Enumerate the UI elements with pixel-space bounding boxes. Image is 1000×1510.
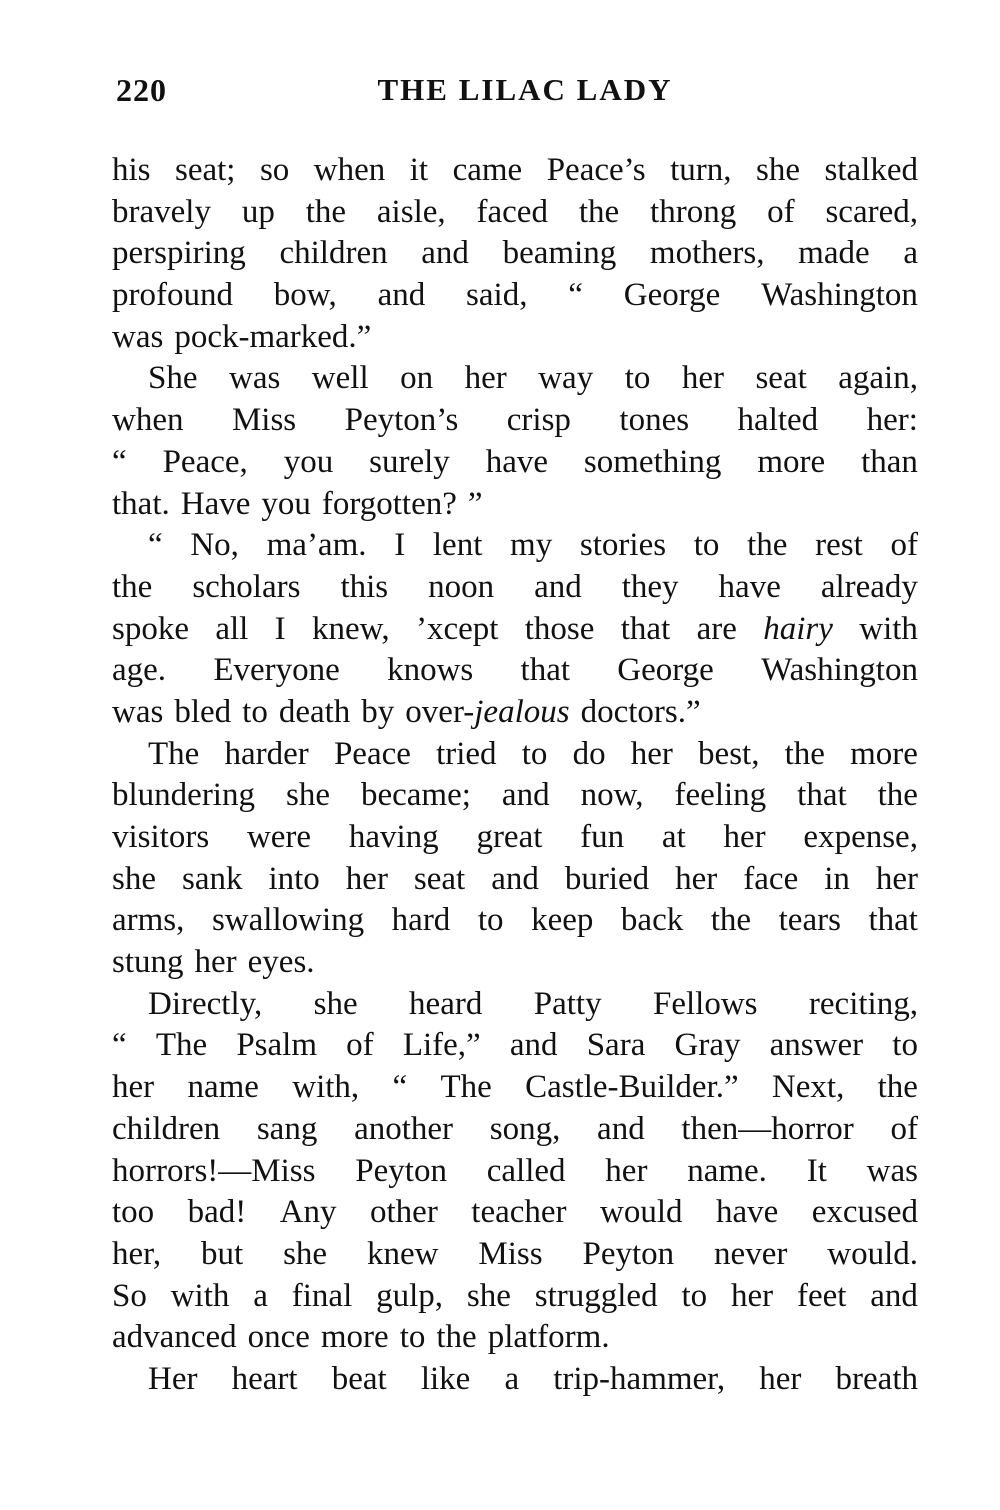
- word: heart: [231, 1360, 298, 1397]
- word: seat;: [175, 152, 236, 188]
- word: in: [824, 860, 850, 897]
- word: and: [534, 568, 582, 605]
- word: beat: [331, 1360, 387, 1397]
- word: gulp,: [376, 1277, 444, 1314]
- word: the: [112, 568, 153, 605]
- word: a: [903, 235, 918, 272]
- text-line: [112, 567, 918, 609]
- word: Any: [279, 1194, 337, 1231]
- word: over-jealous: [405, 693, 570, 730]
- word: halted: [737, 402, 819, 439]
- word: expense,: [803, 819, 918, 855]
- text-line: [112, 692, 918, 734]
- text-line: [112, 1067, 918, 1109]
- word: I: [274, 610, 286, 647]
- word: It: [806, 1152, 827, 1189]
- running-header: [110, 72, 920, 116]
- word: my: [510, 527, 553, 564]
- word: a: [253, 1277, 268, 1314]
- word: Fellows: [653, 985, 758, 1022]
- word: would.: [827, 1235, 918, 1272]
- word: so: [259, 152, 290, 188]
- text-line: [112, 1192, 918, 1234]
- word: once: [247, 1319, 310, 1356]
- word: turn,: [670, 152, 732, 188]
- word: I: [394, 527, 406, 564]
- word: that.: [112, 485, 170, 522]
- text-line: [112, 775, 918, 817]
- word: and: [421, 235, 469, 272]
- word: beaming: [502, 235, 617, 272]
- word: more: [850, 735, 918, 772]
- word: she: [466, 1277, 511, 1314]
- word: more: [320, 1319, 389, 1356]
- word: have: [485, 443, 548, 480]
- page-number: 220: [116, 72, 167, 108]
- word: made: [798, 235, 870, 272]
- word: her: [730, 1277, 774, 1314]
- word: of: [346, 1027, 374, 1064]
- word: of: [890, 527, 918, 564]
- word: you: [283, 443, 334, 480]
- word: more: [757, 443, 826, 480]
- word: do: [572, 735, 606, 772]
- word: the: [578, 193, 620, 230]
- word: the: [305, 193, 347, 230]
- word: She: [148, 360, 198, 397]
- word: that: [620, 610, 671, 647]
- word: stories: [579, 527, 667, 564]
- word: with: [859, 610, 918, 647]
- word: and: [501, 777, 550, 814]
- word: Psalm: [236, 1027, 317, 1064]
- word: she: [112, 860, 156, 897]
- word: her: [345, 860, 388, 897]
- word: on: [400, 360, 434, 397]
- word: harder: [224, 735, 309, 772]
- word: Life,”: [402, 1027, 481, 1064]
- word: the: [710, 902, 752, 939]
- word: death: [278, 693, 351, 730]
- word: this: [340, 568, 389, 605]
- text-line: [112, 984, 918, 1026]
- word: Castle-Builder.”: [525, 1069, 739, 1106]
- word: have: [718, 568, 781, 605]
- text-line: [112, 192, 918, 234]
- word: visitors: [112, 819, 210, 855]
- word: too: [112, 1194, 155, 1231]
- word: excused: [811, 1194, 918, 1231]
- word: scared,: [825, 193, 918, 230]
- word: now,: [580, 777, 644, 814]
- text-line: [112, 484, 918, 526]
- word: Have: [180, 485, 251, 522]
- word: was: [112, 693, 164, 730]
- word: already: [820, 568, 918, 605]
- word: the: [877, 777, 918, 814]
- word: The: [155, 1027, 208, 1064]
- word: well: [311, 360, 369, 397]
- word: arms,: [112, 902, 185, 939]
- text-line: [112, 275, 918, 317]
- word: with: [170, 1277, 230, 1314]
- word: to: [892, 1027, 918, 1064]
- word: Peyton’s: [344, 402, 459, 439]
- word: never: [714, 1235, 788, 1272]
- word: forgotten?: [321, 485, 457, 522]
- word: knew,: [312, 610, 390, 647]
- word: song,: [489, 1110, 561, 1147]
- word: name.: [687, 1152, 767, 1189]
- text-line: [112, 150, 918, 192]
- text-line: [112, 1151, 918, 1193]
- word: and: [509, 1027, 558, 1064]
- word: back: [620, 902, 684, 939]
- word: and: [597, 1110, 645, 1147]
- word: children: [112, 1110, 221, 1147]
- word: are: [696, 610, 737, 647]
- word: keep: [531, 902, 594, 939]
- word: to: [693, 527, 720, 564]
- word: up: [241, 193, 275, 230]
- word: to: [521, 735, 548, 772]
- word: came: [452, 152, 523, 188]
- word: she: [285, 777, 330, 814]
- word: hard: [391, 902, 451, 939]
- word: having: [348, 819, 439, 855]
- word: the: [747, 527, 788, 564]
- word: Peace: [333, 735, 411, 772]
- word: knows: [387, 652, 474, 689]
- word: tried: [436, 735, 497, 772]
- word: to: [399, 1319, 426, 1356]
- word: Washington: [761, 652, 918, 689]
- word: it: [409, 152, 429, 188]
- word: ’xcept: [415, 610, 499, 647]
- text-line: [112, 859, 918, 901]
- word: something: [583, 443, 722, 480]
- word: ma’am.: [266, 527, 367, 564]
- word: when: [313, 152, 386, 188]
- word: Peace,: [162, 443, 248, 480]
- word: profound: [112, 277, 233, 314]
- text-line: [112, 358, 918, 400]
- word: her: [112, 1069, 155, 1106]
- word: mothers,: [649, 235, 765, 272]
- word: feeling: [674, 777, 767, 814]
- word: again,: [838, 360, 918, 397]
- word: of: [890, 1110, 918, 1147]
- word: Everyone: [213, 652, 340, 689]
- word: Next,: [771, 1069, 845, 1106]
- word: Her: [148, 1360, 198, 1397]
- word: bravely: [112, 193, 211, 230]
- word: So: [112, 1277, 147, 1314]
- word: rest: [815, 527, 863, 564]
- text-line: [112, 233, 918, 275]
- word: best,: [698, 735, 760, 772]
- text-line: [112, 1359, 918, 1401]
- word: by: [361, 693, 395, 730]
- word: you: [261, 485, 311, 522]
- text-line: [112, 317, 918, 359]
- text-line: [112, 1025, 918, 1067]
- word: teacher: [471, 1194, 567, 1231]
- text-line: [112, 734, 918, 776]
- word: with,: [292, 1069, 360, 1106]
- word: horrors!—Miss: [112, 1152, 316, 1189]
- word: his: [112, 152, 151, 188]
- word: ”: [467, 485, 483, 522]
- word: surely: [369, 443, 450, 480]
- word: she: [313, 985, 358, 1022]
- word: tears: [778, 902, 841, 939]
- word: Peyton: [582, 1235, 675, 1272]
- word: blundering: [112, 777, 255, 814]
- word: other: [370, 1194, 438, 1231]
- text-line: [112, 1276, 918, 1318]
- word: age.: [112, 652, 167, 689]
- word: struggled: [534, 1277, 658, 1314]
- text-line: [112, 609, 918, 651]
- text-line: [112, 1109, 918, 1151]
- word: another: [354, 1110, 454, 1147]
- word: lent: [432, 527, 483, 564]
- word: face: [743, 860, 799, 897]
- word: feet: [796, 1277, 847, 1314]
- word: platform.: [487, 1319, 610, 1356]
- word: Peace’s: [546, 152, 646, 188]
- word: were: [246, 819, 312, 855]
- word: was: [866, 1152, 918, 1189]
- word: breath: [835, 1360, 918, 1397]
- word: seat: [755, 360, 807, 397]
- word: her: [875, 860, 918, 897]
- word: great: [476, 819, 543, 855]
- word: Patty: [533, 985, 602, 1022]
- word: Washington: [761, 277, 918, 314]
- word: name: [187, 1069, 259, 1106]
- word: swallowing: [211, 902, 365, 939]
- word: bow,: [273, 277, 337, 314]
- word: Peyton: [355, 1152, 447, 1189]
- text-line: [112, 442, 918, 484]
- text-line: [112, 525, 918, 567]
- text-line: [112, 650, 918, 692]
- word: her:: [866, 402, 918, 439]
- word: bled: [174, 693, 232, 730]
- word: she: [756, 152, 801, 188]
- text-line: [112, 942, 918, 984]
- word: than: [861, 443, 918, 480]
- word: the: [877, 1069, 918, 1106]
- word: but: [200, 1235, 244, 1272]
- word: trip-hammer,: [553, 1360, 726, 1397]
- word: the: [436, 1319, 477, 1356]
- word: all: [215, 610, 249, 647]
- word: then—horror: [681, 1110, 854, 1147]
- word: aisle,: [376, 193, 446, 230]
- word: hairy: [763, 610, 833, 647]
- word: her: [630, 735, 673, 772]
- word: The: [440, 1069, 492, 1106]
- word: she: [283, 1235, 328, 1272]
- word: into: [268, 860, 320, 897]
- word: to: [477, 902, 504, 939]
- word: that: [797, 777, 847, 814]
- word: her,: [112, 1235, 162, 1272]
- word: children: [279, 235, 388, 272]
- word: “: [112, 443, 127, 480]
- word: her: [723, 819, 766, 855]
- word: George: [617, 652, 714, 689]
- word: No,: [190, 527, 239, 564]
- word: reciting,: [808, 985, 918, 1022]
- word: stung: [112, 944, 184, 981]
- word: seat: [413, 860, 466, 897]
- word: noon: [428, 568, 495, 605]
- word: fun: [580, 819, 625, 855]
- text-line: [112, 400, 918, 442]
- word: like: [420, 1360, 471, 1397]
- word: Miss: [231, 402, 297, 439]
- word: “: [392, 1069, 408, 1106]
- word: stalked: [824, 152, 918, 188]
- word: they: [621, 568, 679, 605]
- word: said,: [466, 277, 528, 314]
- word: buried: [564, 860, 650, 897]
- body-text: [112, 150, 918, 1401]
- word: became;: [360, 777, 471, 814]
- word: The: [148, 735, 200, 772]
- word: called: [486, 1152, 566, 1189]
- word: faced: [476, 193, 548, 230]
- word: that: [868, 902, 918, 939]
- word: at: [661, 819, 686, 855]
- text-line: [112, 900, 918, 942]
- word: was: [228, 360, 281, 397]
- word: tones: [619, 402, 690, 439]
- word: when: [112, 402, 184, 439]
- word: pock-marked.”: [174, 318, 372, 355]
- word: her: [194, 944, 237, 981]
- word: “: [568, 277, 583, 314]
- word: Directly,: [148, 985, 263, 1022]
- word: a: [504, 1360, 520, 1397]
- word: throng: [650, 193, 737, 230]
- word: to: [242, 693, 268, 730]
- word: bad!: [187, 1194, 247, 1231]
- word: would: [599, 1194, 683, 1231]
- word: heard: [409, 985, 483, 1022]
- word: and: [377, 277, 426, 314]
- word: perspiring: [112, 235, 246, 272]
- word: have: [715, 1194, 779, 1231]
- word: “: [112, 1027, 127, 1064]
- word: crisp: [506, 402, 571, 439]
- word: scholars: [192, 568, 301, 605]
- word: and: [491, 860, 539, 897]
- word: way: [538, 360, 594, 397]
- text-line: [112, 817, 918, 859]
- word: sank: [181, 860, 243, 897]
- word: spoke: [112, 610, 189, 647]
- word: eyes.: [247, 944, 315, 981]
- text-line: [112, 1317, 918, 1359]
- word: her: [681, 360, 724, 397]
- word: her: [759, 1360, 802, 1397]
- word: was: [112, 318, 164, 355]
- word: Gray: [674, 1027, 741, 1064]
- word: her: [464, 360, 507, 397]
- word: answer: [769, 1027, 864, 1064]
- word: those: [524, 610, 595, 647]
- running-title: THE LILAC LADY: [377, 72, 673, 107]
- word: to: [624, 360, 651, 397]
- word: knew: [366, 1235, 439, 1272]
- word: doctors.”: [580, 693, 701, 730]
- word: that: [520, 652, 571, 689]
- word: advanced: [112, 1319, 237, 1356]
- word: to: [681, 1277, 708, 1314]
- word: the: [784, 735, 825, 772]
- word: “: [148, 527, 163, 564]
- text-line: [112, 1234, 918, 1276]
- word: and: [870, 1277, 918, 1314]
- word: Sara: [586, 1027, 646, 1064]
- word: sang: [256, 1110, 318, 1147]
- word: Miss: [478, 1235, 543, 1272]
- word: of: [767, 193, 795, 230]
- word: her: [605, 1152, 648, 1189]
- word: final: [291, 1277, 353, 1314]
- word: her: [675, 860, 718, 897]
- word: George: [623, 277, 721, 314]
